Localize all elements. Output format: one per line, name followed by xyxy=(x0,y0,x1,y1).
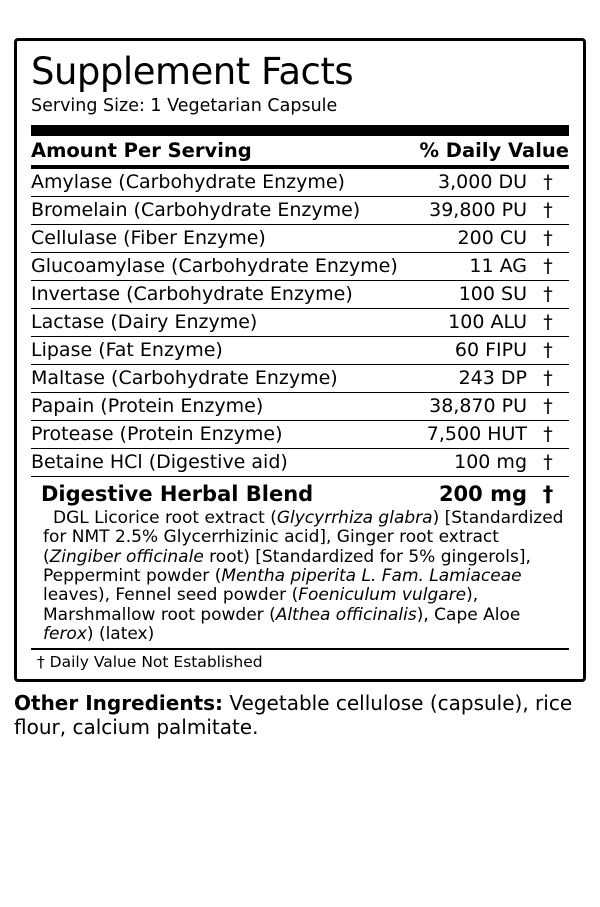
nutrient-amount: 3,000 DU xyxy=(421,169,527,197)
nutrient-daily-value: † xyxy=(527,169,569,197)
nutrient-amount: 100 mg xyxy=(421,448,527,476)
table-row xyxy=(31,308,569,336)
header-amount-per-serving: Amount Per Serving xyxy=(31,138,252,162)
blend-name: Digestive Herbal Blend xyxy=(41,481,314,506)
column-header-row xyxy=(31,136,569,165)
table-row xyxy=(31,196,569,224)
nutrient-name: Papain (Protein Enzyme) xyxy=(31,392,421,420)
table-row xyxy=(31,169,569,197)
other-ingredients-label: Other Ingredients: xyxy=(14,691,224,715)
table-row xyxy=(31,392,569,420)
nutrient-amount: 60 FIPU xyxy=(421,336,527,364)
blend-daily-value: † xyxy=(542,481,554,506)
nutrient-daily-value: † xyxy=(527,336,569,364)
nutrient-daily-value: † xyxy=(527,252,569,280)
nutrient-daily-value: † xyxy=(527,280,569,308)
nutrient-daily-value: † xyxy=(527,364,569,392)
nutrient-daily-value: † xyxy=(527,448,569,476)
other-ingredients-text: Vegetable cellulose (capsule), rice flour, calcium palmitate. xyxy=(14,691,573,739)
nutrient-amount: 38,870 PU xyxy=(421,392,527,420)
nutrient-name: Maltase (Carbohydrate Enzyme) xyxy=(31,364,421,392)
other-ingredients xyxy=(14,692,589,739)
daily-value-note: † Daily Value Not Established xyxy=(37,653,263,672)
nutrient-daily-value: † xyxy=(527,308,569,336)
nutrient-name: Betaine HCl (Digestive aid) xyxy=(31,448,421,476)
nutrient-table xyxy=(31,169,569,508)
nutrient-name: Lipase (Fat Enzyme) xyxy=(31,336,421,364)
nutrient-name: Glucoamylase (Carbohydrate Enzyme) xyxy=(31,252,421,280)
nutrient-amount: 100 ALU xyxy=(421,308,527,336)
nutrient-amount: 200 CU xyxy=(421,224,527,252)
blend-row xyxy=(31,476,569,508)
page-title: Supplement Facts xyxy=(31,50,354,93)
table-row xyxy=(31,420,569,448)
nutrient-amount: 39,800 PU xyxy=(421,196,527,224)
table-row xyxy=(31,364,569,392)
blend-description: DGL Licorice root extract (Glycyrrhiza glabra) [Standardized for NMT 2.5% Glycerrhizinic acid], Ginger root extract (Zingiber officinale root) [Standardized for 5% gingerols], Peppermint powder (Mentha piperita L. Fam. Lamiaceae leaves), Fennel seed powder (Foeniculum vulgare), Marshmallow root powder (Althea officinalis), Cape Aloe ferox) (latex) xyxy=(43,507,564,645)
blend-amount: 200 mg xyxy=(438,481,527,506)
serving-size: Serving Size: 1 Vegetarian Capsule xyxy=(31,95,338,116)
table-row xyxy=(31,224,569,252)
nutrient-name: Invertase (Carbohydrate Enzyme) xyxy=(31,280,421,308)
table-row xyxy=(31,280,569,308)
nutrient-name: Cellulase (Fiber Enzyme) xyxy=(31,224,421,252)
nutrient-amount: 7,500 HUT xyxy=(421,420,527,448)
nutrient-name: Amylase (Carbohydrate Enzyme) xyxy=(31,169,421,197)
table-row xyxy=(31,252,569,280)
header-daily-value: % Daily Value xyxy=(419,138,569,162)
nutrient-daily-value: † xyxy=(527,196,569,224)
nutrient-name: Lactase (Dairy Enzyme) xyxy=(31,308,421,336)
divider-thick xyxy=(31,125,569,136)
nutrient-amount: 11 AG xyxy=(421,252,527,280)
nutrient-daily-value: † xyxy=(527,224,569,252)
nutrient-daily-value: † xyxy=(527,392,569,420)
nutrient-amount: 100 SU xyxy=(421,280,527,308)
nutrient-name: Bromelain (Carbohydrate Enzyme) xyxy=(31,196,421,224)
nutrient-name: Protease (Protein Enzyme) xyxy=(31,420,421,448)
table-row xyxy=(31,448,569,476)
facts-panel xyxy=(14,38,586,682)
nutrient-amount: 243 DP xyxy=(421,364,527,392)
table-row xyxy=(31,336,569,364)
nutrient-daily-value: † xyxy=(527,420,569,448)
